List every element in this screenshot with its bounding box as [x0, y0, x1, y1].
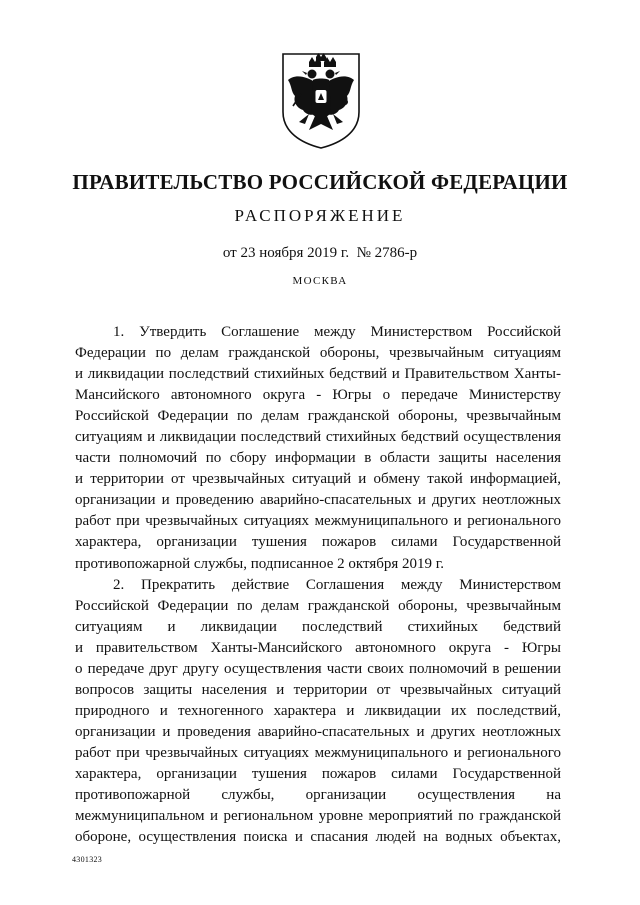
- body-line: характера, организации тушения пожаров силами Государственной: [75, 534, 561, 551]
- body-line: вопросов защиты населения и территории от чрезвычайных ситуаций: [75, 681, 561, 698]
- body-line: противопожарной службы, подписанное 2 октября 2019 г.: [75, 555, 444, 572]
- body-line: и ликвидации последствий стихийных бедствий и Правительством Ханты-: [75, 366, 561, 383]
- government-title: ПРАВИТЕЛЬСТВО РОССИЙСКОЙ ФЕДЕРАЦИИ: [72, 170, 568, 194]
- body-line: части полномочий по сбору информации в области защиты населения: [75, 450, 561, 467]
- document-body: [75, 322, 561, 848]
- body-line: обороне, осуществления поиска и спасания людей на водных объектах,: [75, 829, 561, 846]
- body-line: межмуниципальном и региональном уровне мероприятий по гражданской: [75, 808, 561, 825]
- body-line: о передаче друг другу осуществления части своих полномочий в решении: [75, 660, 561, 677]
- body-line: работ при чрезвычайных ситуациях межмуниципального и регионального: [75, 513, 561, 530]
- document-code: 4301323: [72, 855, 103, 864]
- body-line: и территории от чрезвычайных ситуаций и обмену такой информацией,: [75, 471, 561, 488]
- body-line: ситуациям и ликвидации последствий стихийных бедствий: [75, 618, 561, 635]
- body-line: и правительством Ханты-Мансийского автономного округа - Югры: [75, 639, 561, 656]
- body-line: организации и проведения аварийно-спасательных и других неотложных: [75, 723, 561, 740]
- body-line: характера, организации тушения пожаров силами Государственной: [75, 765, 561, 782]
- body-line: Российской Федерации по делам гражданской обороны, чрезвычайным: [75, 408, 561, 425]
- body-line: противопожарной службы, организации осуществления на: [75, 787, 561, 804]
- body-line: Федерации по делам гражданской обороны, чрезвычайным ситуациям: [75, 345, 561, 362]
- body-line: работ при чрезвычайных ситуациях межмуниципального и регионального: [75, 744, 561, 761]
- body-line: ситуациям и ликвидации последствий стихийных бедствий осуществления: [75, 429, 561, 446]
- coat-of-arms-emblem: [279, 50, 363, 150]
- document-type: РАСПОРЯЖЕНИЕ: [234, 206, 406, 225]
- body-line: 1. Утвердить Соглашение между Министерством Российской: [113, 324, 561, 340]
- body-line: Мансийского автономного округа - Югры о передаче Министерству: [75, 387, 561, 404]
- body-line: 2. Прекратить действие Соглашения между Министерством: [113, 576, 561, 593]
- body-line: организации и проведению аварийно-спасательных и других неотложных: [75, 492, 561, 509]
- body-line: Российской Федерации по делам гражданской обороны, чрезвычайным: [75, 597, 561, 614]
- body-line: природного и техногенного характера и ликвидации их последствий,: [75, 702, 561, 719]
- document-date-number: от 23 ноября 2019 г. № 2786-р: [222, 245, 418, 261]
- city-name: МОСКВА: [292, 275, 348, 287]
